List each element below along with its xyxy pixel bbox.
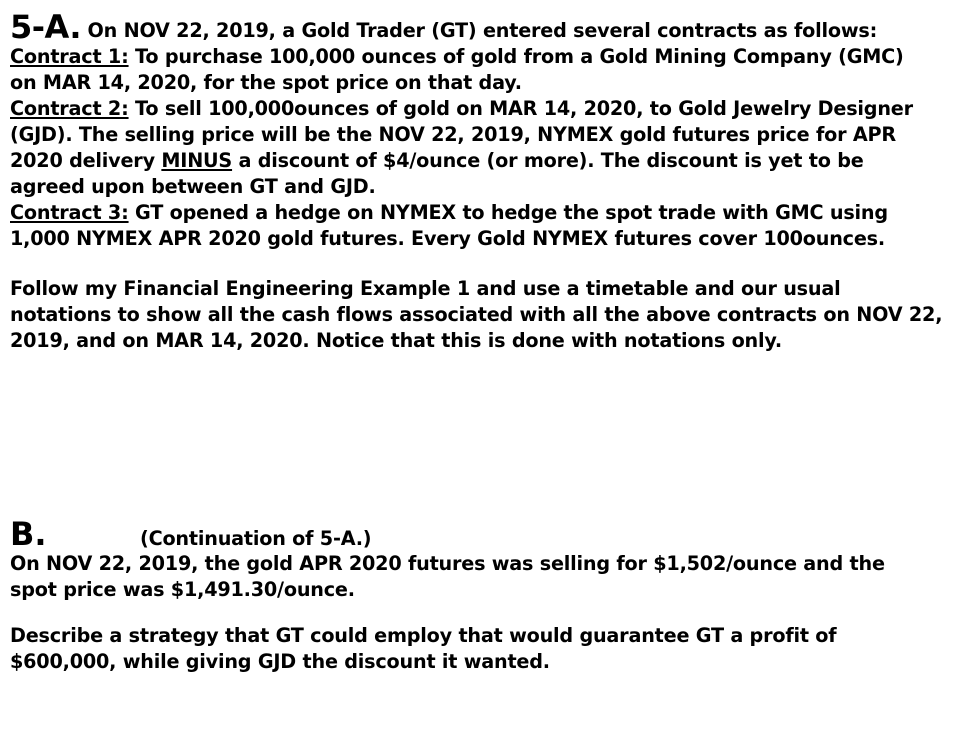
document-page	[10, 8, 972, 675]
problem-b-label: B.	[10, 515, 47, 553]
contract-3-text-1: GT opened a hedge on NYMEX to hedge the spot trade with GMC using	[128, 201, 888, 224]
contract-1-label: Contract 1:	[10, 45, 129, 68]
contract-1-line-2: on MAR 14, 2020, for the spot price on that day.	[10, 71, 522, 94]
instructions-line-2: notations to show all the cash flows associated with all the above contracts on NOV 22,	[10, 303, 943, 326]
contract-2-line-2: (GJD). The selling price will be the NOV 22, 2019, NYMEX gold futures price for APR	[10, 123, 896, 146]
problem-a-intro-line	[10, 8, 972, 46]
instructions-line-1: Follow my Financial Engineering Example 1 and use a timetable and our usual	[10, 277, 841, 300]
contract-2-line-4: agreed upon between GT and GJD.	[10, 175, 376, 198]
contract-1-text-1: To purchase 100,000 ounces of gold from a Gold Mining Company (GMC)	[128, 45, 904, 68]
instructions-line-3: 2019, and on MAR 14, 2020. Notice that this is done with notations only.	[10, 329, 783, 352]
contract-1-line-1	[10, 44, 972, 70]
contract-2-minus-emphasis: MINUS	[161, 149, 233, 172]
problem-a-intro: On NOV 22, 2019, a Gold Trader (GT) entered several contracts as follows:	[81, 19, 878, 42]
contract-3-line-2: 1,000 NYMEX APR 2020 gold futures. Every Gold NYMEX futures cover 100ounces.	[10, 227, 885, 250]
answer-space	[10, 354, 972, 519]
problem-b-facts-line-1: On NOV 22, 2019, the gold APR 2020 futures was selling for $1,502/ounce and the	[10, 552, 885, 575]
contract-3-label: Contract 3:	[10, 201, 129, 224]
problem-b-subtitle: (Continuation of 5-A.)	[140, 527, 372, 550]
contract-2-line-3-end: a discount of $4/ounce (or more). The discount is yet to be	[232, 149, 864, 172]
contract-2-line-3	[10, 148, 972, 174]
problem-b-heading	[10, 515, 972, 553]
contract-2-line-1	[10, 96, 972, 122]
contract-3-line-1	[10, 200, 972, 226]
problem-b-question-line-2: $600,000, while giving GJD the discount it wanted.	[10, 650, 550, 673]
contract-2-text-1: To sell 100,000ounces of gold on MAR 14, 2020, to Gold Jewelry Designer	[128, 97, 913, 120]
problem-b-question-line-1: Describe a strategy that GT could employ that would guarantee GT a profit of	[10, 624, 837, 647]
contract-2-label: Contract 2:	[10, 97, 129, 120]
contract-2-line-3-start: 2020 delivery	[10, 149, 162, 172]
spacer	[10, 252, 972, 276]
problem-b-facts-line-2: spot price was $1,491.30/ounce.	[10, 578, 355, 601]
problem-a-label: 5-A.	[10, 8, 82, 46]
spacer	[10, 603, 972, 623]
